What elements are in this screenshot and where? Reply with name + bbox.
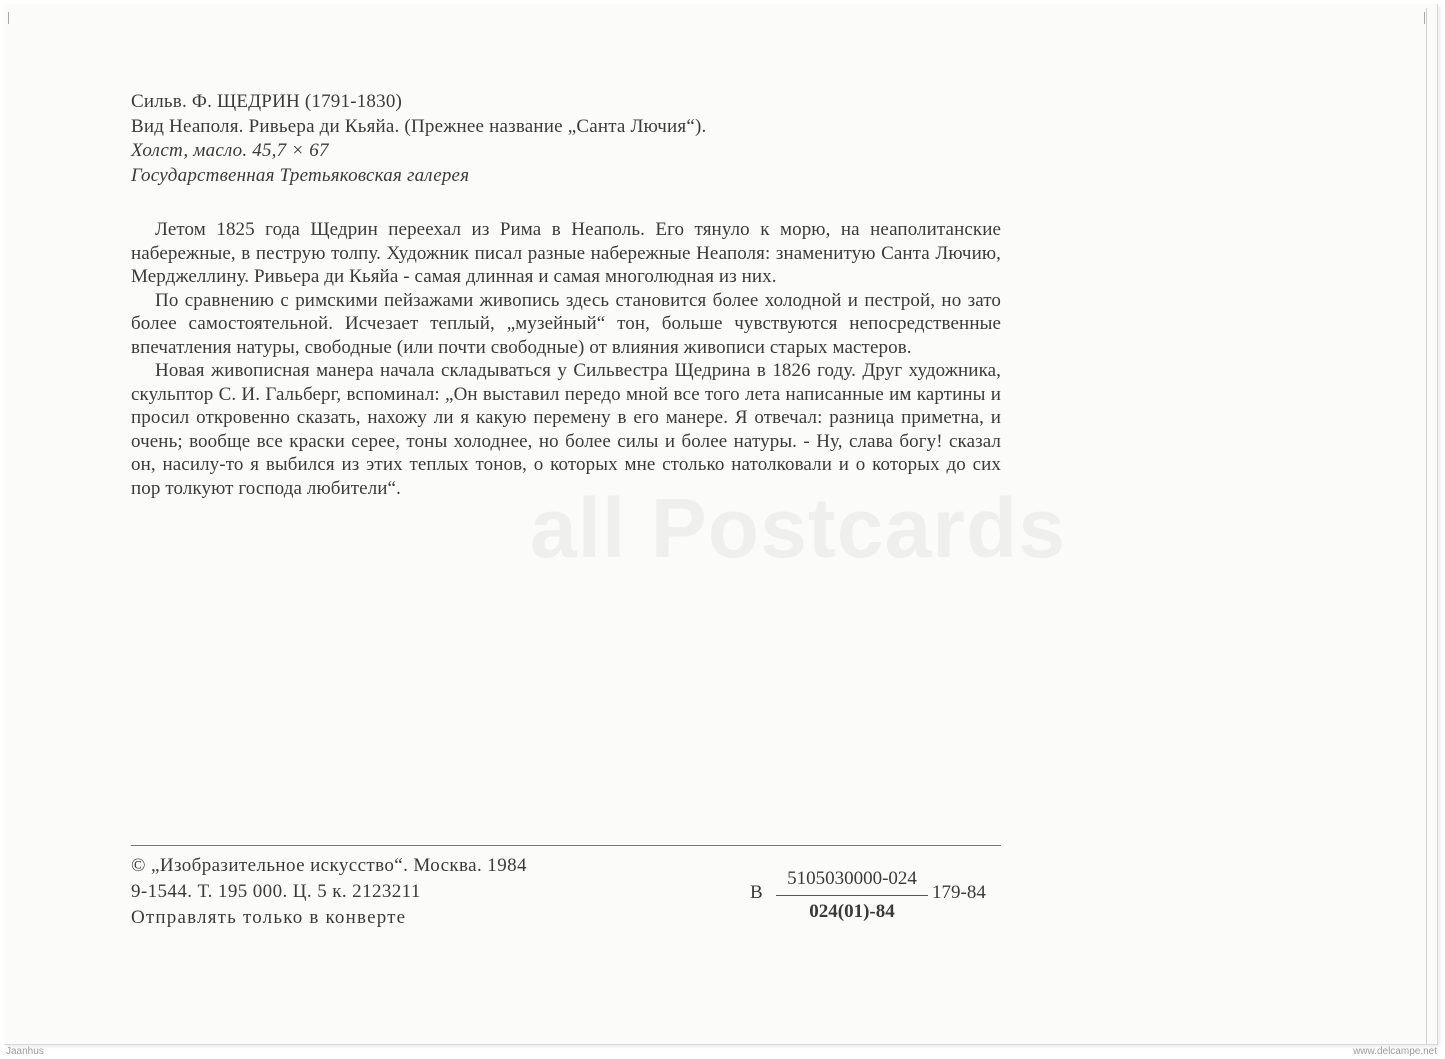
artwork-title: Вид Неаполя. Ривьера ди Кьяйа. (Прежнее название „Санта Лючия“). [131,115,707,137]
index-fraction-bar [776,895,928,896]
artwork-medium: Холст, масло. 45,7 × 67 [131,140,329,161]
index-denominator: 024(01)-84 [809,901,895,922]
corner-tick-left [8,12,9,24]
catalog-index [750,868,1010,928]
corner-tick-right [1424,12,1425,24]
footer-credit-right: www.delcampe.net [1353,1046,1437,1057]
publisher-line: © „Изобразительное искусство“. Москва. 1984 [131,855,527,876]
artist-name: Сильв. Ф. ЩЕДРИН (1791-1830) [131,91,403,112]
footer-credit-left: Jaanhus [6,1046,44,1057]
paragraph-1: Летом 1825 года Щедрин переехал из Рима в Неаполь. Его тянуло к морю, на неаполитанские набережные, в пеструю толпу. Художник писал разные набережные Неаполя: знаменитую Санта Лючию, Мерджеллину. Ривьера ди Кьяйа - самая длинная и самая многолюдная из них. [131,219,1001,287]
index-suffix: 179-84 [932,882,986,903]
envelope-note: Отправлять только в конверте [131,907,407,928]
right-edge-line [1426,8,1427,1044]
index-numerator: 5105030000-024 [787,868,917,889]
paragraph-2: По сравнению с римскими пейзажами живопись здесь становится более холодной и пестрой, но зато более самостоятельной. Исчезает теплый, „музейный“ тон, больше чувствуются непосредственные впечатления натуры, свободные (или почти свободные) от влияния живописи старых мастеров. [131,289,1001,358]
description-text [131,218,1001,500]
paragraph-3: Новая живописная манера начала складываться у Сильвестра Щедрина в 1826 году. Друг художника, скульптор С. И. Гальберг, вспоминал: „Он выставил передо мной все того лета написанные им картины и просил откровенно сказать, нахожу ли я какую перемену в его манере. Я отвечал: разница приметна, и очень; вообще все краски серее, тоны холоднее, но более силы и более натуры. - Ну, слава богу! сказал он, насилу-то я выбился из этих теплых тонов, о которых мне столько натолковали и о которых до сих пор толкуют господа любители“. [131,360,1001,499]
artwork-caption [131,90,706,188]
print-run-line: 9-1544. Т. 195 000. Ц. 5 к. 2123211 [131,881,421,902]
index-letter: В [750,882,763,903]
watermark: all Postcards [530,481,1066,575]
artwork-collection: Государственная Третьяковская галерея [131,164,470,186]
imprint-divider [131,845,1001,846]
imprint-block [131,853,527,931]
